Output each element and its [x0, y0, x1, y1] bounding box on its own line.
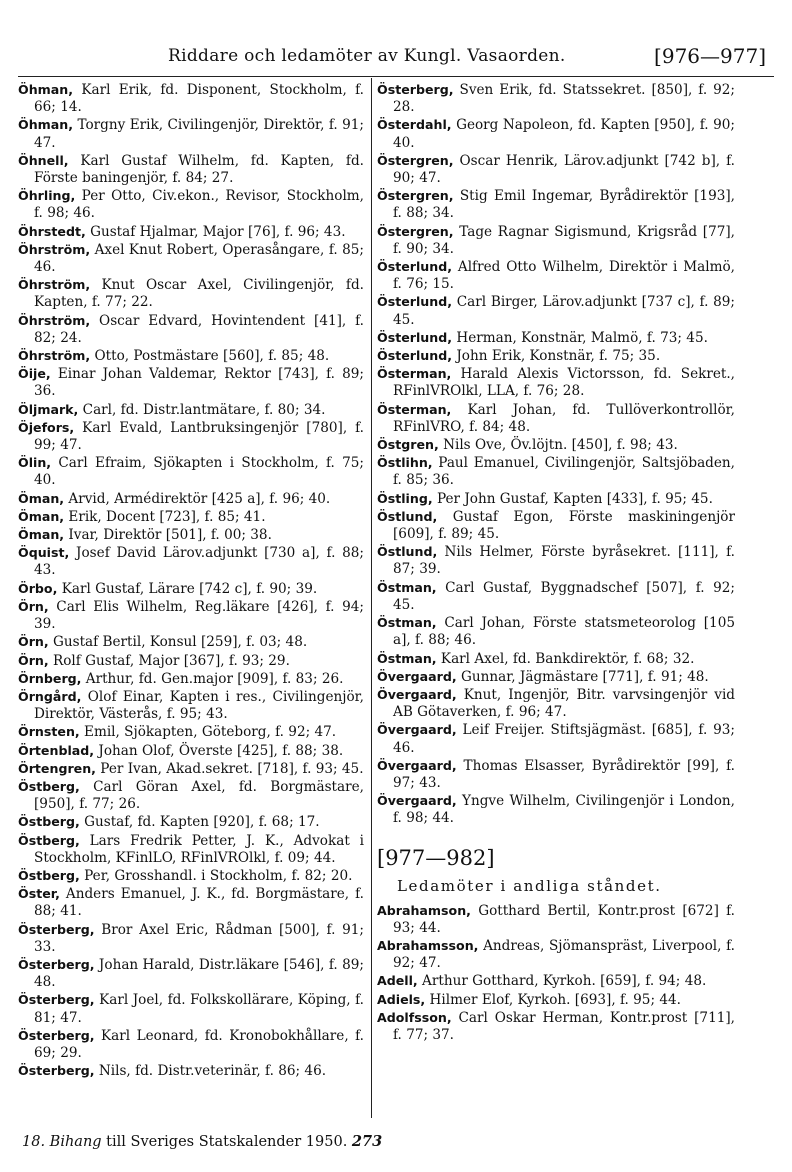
entry-surname: Öjefors, [18, 419, 75, 435]
register-entry [18, 956, 364, 991]
entry-surname: Adolfsson, [377, 1009, 452, 1025]
entry-details: Paul Emanuel, Civilingenjör, Saltsjöbaden, f. 85; 36. [393, 455, 735, 489]
entry-surname: Östman, [377, 579, 437, 595]
entry-surname: Övergaard, [377, 793, 457, 809]
footer-page-number: 273 [351, 1133, 383, 1150]
register-entry [377, 579, 735, 614]
entry-surname: Öhrström, [18, 241, 91, 257]
entry-surname: Östergren, [377, 188, 454, 204]
entry-details: Josef David Lärov.adjunkt [730 a], f. 88; 43. [34, 545, 364, 579]
entry-surname: Öhrström, [18, 348, 91, 364]
entry-details: Per, Grosshandl. i Stockholm, f. 82; 20. [79, 867, 353, 884]
register-entry [377, 152, 735, 187]
header-page-range: [976—977] [654, 44, 766, 68]
register-entry [18, 742, 364, 760]
entry-details: Gustaf Egon, Förste maskiningenjör [609], f. 89; 45. [393, 508, 735, 543]
entry-details: Per Ivan, Akad.sekret. [718], f. 93; 45. [95, 760, 364, 777]
register-entry [377, 365, 735, 400]
entry-details: Karl Axel, fd. Bankdirektör, f. 68; 32. [436, 650, 695, 667]
entry-surname: Öije, [18, 366, 51, 382]
register-entry [18, 1027, 364, 1062]
entry-details: Arthur Gotthard, Kyrkoh. [659], f. 94; 48. [417, 973, 707, 990]
entry-details: Carl Göran Axel, fd. Borgmästare, [950], f. 77; 26. [34, 778, 364, 813]
register-entry [18, 580, 364, 598]
entry-details: Karl Gustaf Wilhelm, fd. Kapten, fd. Förste baningenjör, f. 84; 27. [34, 152, 364, 187]
entry-surname: Öhrström, [18, 312, 91, 328]
entry-surname: Österberg, [18, 992, 95, 1008]
entry-surname: Öljmark, [18, 401, 79, 417]
footer-bihang: Bihang [49, 1134, 102, 1150]
entry-surname: Örn, [18, 634, 49, 650]
register-entry [377, 81, 735, 116]
entry-surname: Österberg, [18, 1027, 95, 1043]
entry-details: Ivar, Direktör [501], f. 00; 38. [64, 527, 272, 544]
column-divider [371, 78, 372, 1118]
register-entry [18, 312, 364, 347]
register-entry [18, 598, 364, 633]
entry-surname: Österman, [377, 366, 452, 382]
entry-details: Gunnar, Jägmästare [771], f. 91; 48. [456, 668, 709, 685]
right-column [377, 81, 735, 1044]
entry-surname: Öster, [18, 886, 60, 902]
register-entry [18, 81, 364, 116]
register-entry [377, 721, 735, 756]
section-entry-list [377, 902, 735, 1045]
register-entry [18, 526, 364, 544]
entry-surname: Östman, [377, 615, 437, 631]
entry-surname: Örn, [18, 598, 49, 614]
entry-details: Tage Ragnar Sigismund, Krigsråd [77], f. 90; 34. [393, 223, 735, 257]
entry-surname: Öhman, [18, 82, 74, 97]
entry-details: Carl, fd. Distr.lantmätare, f. 80; 34. [78, 401, 326, 418]
register-entry [377, 187, 735, 222]
entry-surname: Öman, [18, 490, 65, 506]
entry-surname: Adell, [377, 973, 418, 989]
entry-details: Herman, Konstnär, Malmö, f. 73; 45. [452, 329, 708, 346]
register-entry [18, 223, 364, 241]
register-entry [377, 937, 735, 972]
entry-details: Alfred Otto Wilhelm, Direktör i Malmö, f. 76; 15. [393, 259, 735, 293]
entry-details: Gotthard Bertil, Kontr.prost [672] f. 93; 44. [393, 902, 735, 936]
entry-surname: Övergaard, [377, 722, 457, 738]
entry-details: Johan Olof, Överste [425], f. 88; 38. [94, 742, 344, 759]
entry-surname: Öhrstedt, [18, 223, 86, 239]
entry-details: Olof Einar, Kapten i res., Civilingenjör, Direktör, Västerås, f. 95; 43. [34, 688, 364, 723]
register-entry [18, 778, 364, 813]
register-entry [377, 991, 735, 1009]
entry-details: Sven Erik, fd. Statssekret. [850], f. 92; 28. [393, 82, 735, 116]
entry-details: Nils Ove, Öv.löjtn. [450], f. 98; 43. [438, 437, 678, 454]
register-entry [18, 885, 364, 920]
entry-surname: Östlund, [377, 544, 438, 560]
register-entry [18, 921, 364, 956]
entry-details: Anders Emanuel, J. K., fd. Borgmästare, f. 88; 41. [34, 886, 364, 920]
register-entry [377, 1009, 735, 1044]
entry-details: Gustaf Hjalmar, Major [76], f. 96; 43. [85, 223, 346, 240]
register-entry [377, 972, 735, 990]
entry-details: Oscar Edvard, Hovintendent [41], f. 82; 24. [34, 312, 364, 346]
entry-surname: Öhnell, [18, 152, 69, 168]
entry-details: Gustaf Bertil, Konsul [259], f. 03; 48. [48, 634, 308, 651]
register-entry [377, 401, 735, 436]
entry-details: Carl Birger, Lärov.adjunkt [737 c], f. 89; 45. [393, 294, 735, 328]
entry-surname: Österlund, [377, 294, 453, 310]
entry-details: Johan Harald, Distr.läkare [546], f. 89; 48. [34, 956, 364, 991]
register-entry [18, 670, 364, 688]
register-entry [377, 902, 735, 937]
register-entry [18, 688, 364, 723]
entry-surname: Öhrström, [18, 277, 91, 293]
entry-surname: Öquist, [18, 545, 70, 561]
entry-surname: Österberg, [377, 82, 454, 97]
register-entry [377, 490, 735, 508]
entry-details: Axel Knut Robert, Operasångare, f. 85; 46. [34, 241, 364, 276]
entry-details: John Erik, Konstnär, f. 75; 35. [452, 348, 661, 365]
register-entry [18, 723, 364, 741]
entry-details: Thomas Elsasser, Byrådirektör [99], f. 97; 43. [393, 757, 735, 791]
register-entry [18, 760, 364, 778]
entry-surname: Österman, [377, 401, 452, 417]
register-entry [18, 187, 364, 222]
entry-surname: Örtengren, [18, 760, 96, 776]
entry-surname: Örnsten, [18, 724, 80, 740]
entry-surname: Östberg, [18, 832, 80, 848]
entry-details: Torgny Erik, Civilingenjör, Direktör, f. 91; 47. [34, 117, 364, 151]
entry-surname: Ölin, [18, 455, 52, 471]
entry-surname: Östman, [377, 650, 437, 666]
page-header [18, 46, 774, 72]
entry-surname: Österberg, [18, 956, 95, 972]
register-entry [377, 223, 735, 258]
entry-details: Carl Johan, Förste statsmeteorolog [105 a], f. 88; 46. [393, 615, 735, 649]
entry-surname: Östlund, [377, 508, 438, 524]
register-entry [18, 1062, 364, 1080]
register-entry [377, 686, 735, 721]
entry-surname: Österberg, [18, 1063, 95, 1079]
entry-details: Karl Evald, Lantbruksingenjör [780], f. 99; 47. [34, 419, 364, 454]
entry-surname: Österlund, [377, 329, 453, 345]
entry-surname: Östling, [377, 490, 433, 506]
header-title: Riddare och ledamöter av Kungl. Vasaorden. [168, 46, 566, 66]
entry-details: Karl Johan, fd. Tullöverkontrollör, RFinlVRO, f. 84; 48. [393, 401, 735, 435]
entry-details: Nils, fd. Distr.veterinär, f. 86; 46. [94, 1063, 327, 1080]
register-entry [18, 347, 364, 365]
entry-surname: Östberg, [18, 814, 80, 830]
register-entry [377, 293, 735, 328]
entry-surname: Övergaard, [377, 686, 457, 702]
entry-details: Arvid, Armédirektör [425 a], f. 96; 40. [64, 490, 331, 507]
register-entry [18, 276, 364, 311]
register-entry [377, 757, 735, 792]
entry-details: Harald Alexis Victorsson, fd. Sekret., RFinlVROlkl, LLA, f. 76; 28. [393, 366, 735, 400]
entry-details: Rolf Gustaf, Major [367], f. 93; 29. [48, 652, 290, 669]
entry-details: Andreas, Sjömanspräst, Liverpool, f. 92; 47. [393, 937, 735, 972]
entry-details: Karl Erik, fd. Disponent, Stockholm, f. 66; 14. [34, 82, 364, 116]
register-entry [18, 832, 364, 867]
entry-details: Otto, Postmästare [560], f. 85; 48. [90, 348, 330, 365]
register-entry [377, 792, 735, 827]
entry-details: Hilmer Elof, Kyrkoh. [693], f. 95; 44. [425, 991, 681, 1008]
entry-surname: Öman, [18, 508, 65, 524]
register-entry [18, 116, 364, 151]
register-entry [377, 614, 735, 649]
register-entry [18, 365, 364, 400]
register-entry [377, 508, 735, 543]
entry-surname: Östgren, [377, 437, 439, 453]
footer-text: till Sveriges Statskalender 1950. [101, 1134, 348, 1150]
register-entry [377, 258, 735, 293]
left-column [18, 81, 364, 1080]
entry-details: Carl Elis Wilhelm, Reg.läkare [426], f. 94; 39. [34, 598, 364, 633]
entry-details: Karl Leonard, fd. Kronobokhållare, f. 69; 29. [34, 1027, 364, 1061]
register-entry [18, 508, 364, 526]
register-entry [377, 436, 735, 454]
register-entry [18, 813, 364, 831]
register-entry [377, 116, 735, 151]
entry-details: Emil, Sjökapten, Göteborg, f. 92; 47. [79, 724, 337, 741]
register-entry [18, 867, 364, 885]
register-entry [18, 490, 364, 508]
entry-surname: Östergren, [377, 152, 454, 168]
entry-details: Yngve Wilhelm, Civilingenjör i London, f. 98; 44. [393, 793, 735, 827]
entry-details: Per Otto, Civ.ekon., Revisor, Stockholm, f. 98; 46. [34, 188, 364, 222]
entry-details: Leif Freijer. Stiftsjägmäst. [685], f. 93; 46. [393, 722, 735, 756]
section-page-range: [977—982] [377, 845, 495, 870]
entry-surname: Österdahl, [377, 117, 452, 133]
entry-surname: Abrahamson, [377, 902, 471, 918]
page-footer [22, 1133, 382, 1150]
register-entry [18, 401, 364, 419]
register-entry [18, 152, 364, 187]
register-entry [377, 543, 735, 578]
entry-details: Erik, Docent [723], f. 85; 41. [64, 508, 266, 525]
entry-details: Carl Oskar Herman, Kontr.prost [711], f. 77; 37. [393, 1009, 735, 1043]
entry-details: Knut, Ingenjör, Bitr. varvsingenjör vid AB Götaverken, f. 96; 47. [393, 686, 735, 721]
entry-surname: Abrahamsson, [377, 937, 479, 953]
register-entry [18, 991, 364, 1026]
entry-surname: Övergaard, [377, 757, 457, 773]
entry-details: Per John Gustaf, Kapten [433], f. 95; 45. [432, 490, 713, 507]
entry-details: Gustaf, fd. Kapten [920], f. 68; 17. [79, 814, 320, 831]
register-entry [18, 454, 364, 489]
entry-details: Knut Oscar Axel, Civilingenjör, fd. Kapten, f. 77; 22. [34, 277, 364, 311]
entry-surname: Öman, [18, 527, 65, 543]
entry-surname: Östberg, [18, 867, 80, 883]
register-entry [377, 668, 735, 686]
entry-surname: Österlund, [377, 348, 453, 364]
entry-surname: Örbo, [18, 580, 58, 596]
section-title: Ledamöter i andliga ståndet. [397, 876, 662, 895]
entry-details: Karl Gustaf, Lärare [742 c], f. 90; 39. [57, 580, 318, 597]
entry-details: Karl Joel, fd. Folkskollärare, Köping, f. 81; 47. [34, 992, 364, 1026]
register-entry [18, 419, 364, 454]
register-entry [377, 347, 735, 365]
footer-number: 18. [22, 1134, 46, 1150]
entry-details: Bror Axel Eric, Rådman [500], f. 91; 33. [34, 921, 364, 955]
entry-surname: Östlihn, [377, 455, 433, 471]
entry-surname: Adiels, [377, 991, 426, 1007]
entry-details: Carl Efraim, Sjökapten i Stockholm, f. 75; 40. [34, 455, 364, 489]
right-entry-list [377, 81, 735, 828]
entry-details: Arthur, fd. Gen.major [909], f. 83; 26. [81, 670, 344, 687]
entry-surname: Öhrling, [18, 188, 76, 204]
entry-details: Stig Emil Ingemar, Byrådirektör [193], f. 88; 34. [393, 188, 735, 222]
header-rule [18, 76, 774, 77]
entry-details: Georg Napoleon, fd. Kapten [950], f. 90; 40. [393, 117, 735, 151]
entry-surname: Öhman, [18, 117, 74, 133]
register-entry [18, 544, 364, 579]
register-entry [18, 633, 364, 651]
entry-details: Carl Gustaf, Byggnadschef [507], f. 92; 45. [393, 579, 735, 613]
register-entry [377, 329, 735, 347]
entry-details: Lars Fredrik Petter, J. K., Advokat i Stockholm, KFinlLO, RFinlVROlkl, f. 09; 44. [34, 832, 364, 866]
register-entry [377, 650, 735, 668]
register-entry [18, 652, 364, 670]
entry-details: Nils Helmer, Förste byråsekret. [111], f. 87; 39. [393, 544, 735, 578]
register-entry [18, 241, 364, 276]
entry-surname: Örnberg, [18, 670, 82, 686]
register-entry [377, 454, 735, 489]
entry-surname: Örtenblad, [18, 742, 95, 758]
entry-surname: Örn, [18, 652, 49, 668]
entry-details: Einar Johan Valdemar, Rektor [743], f. 89; 36. [34, 366, 364, 400]
entry-surname: Österlund, [377, 259, 453, 275]
entry-surname: Övergaard, [377, 668, 457, 684]
entry-surname: Östergren, [377, 223, 454, 239]
entry-surname: Östberg, [18, 778, 80, 794]
entry-surname: Örngård, [18, 688, 82, 704]
entry-details: Oscar Henrik, Lärov.adjunkt [742 b], f. 90; 47. [393, 152, 735, 187]
entry-surname: Österberg, [18, 921, 95, 937]
